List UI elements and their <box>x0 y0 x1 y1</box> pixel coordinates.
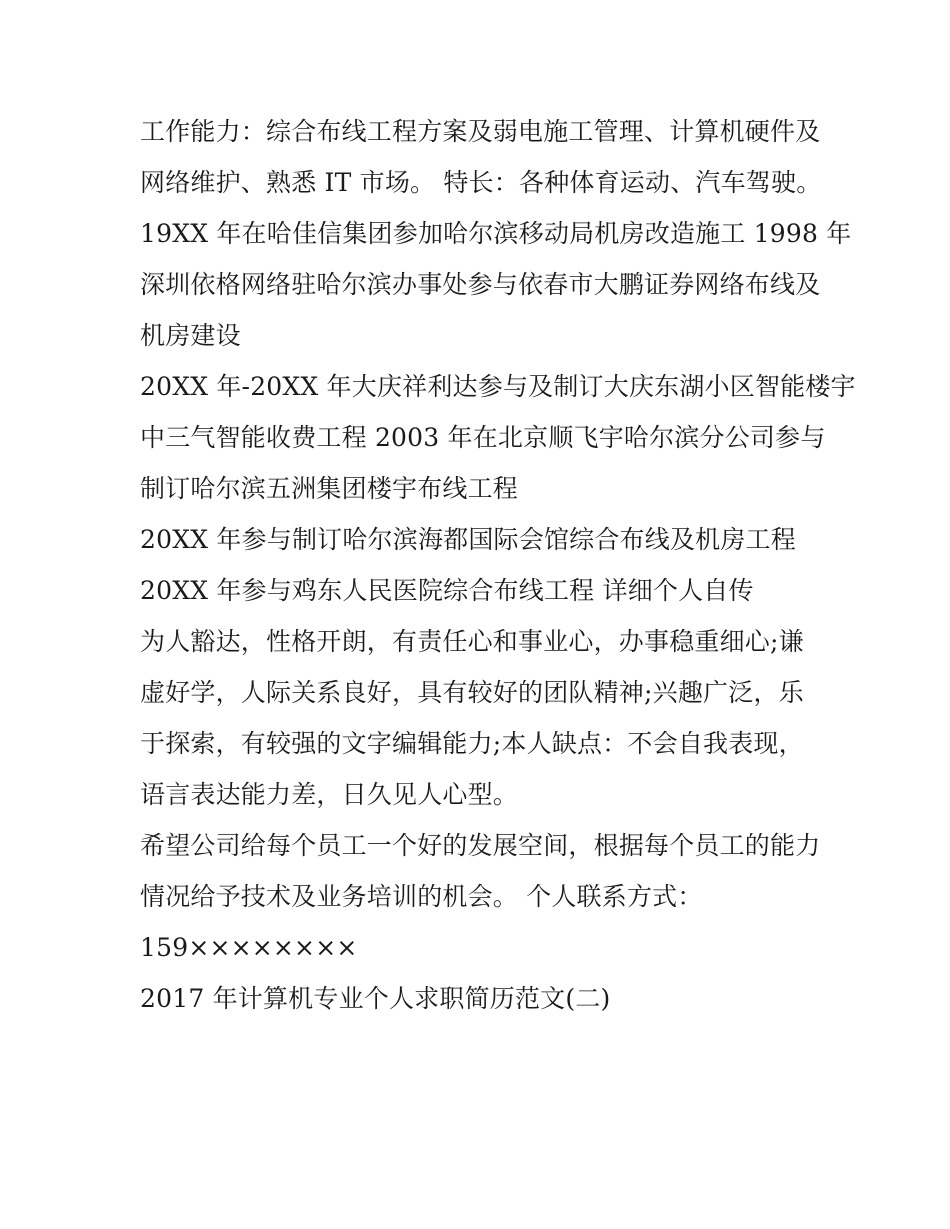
text-line-experience-7: 20XX 年参与制订哈尔滨海都国际会馆综合布线及机房工程 <box>140 525 796 554</box>
text-line-experience-1: 19XX 年在哈佳信集团参加哈尔滨移动局机房改造施工 1998 年 <box>140 219 852 248</box>
text-line-experience-6: 制订哈尔滨五洲集团楼宇布线工程 <box>140 474 519 503</box>
document-body <box>140 106 856 1024</box>
text-line-work-ability: 工作能力：综合布线工程方案及弱电施工管理、计算机硬件及 <box>140 117 821 146</box>
text-line-self-description-3: 于探索，有较强的文字编辑能力;本人缺点：不会自我表现， <box>140 729 804 758</box>
text-line-experience-3: 机房建设 <box>140 321 241 350</box>
text-line-experience-5: 中三气智能收费工程 2003 年在北京顺飞宇哈尔滨分公司参与 <box>140 423 826 452</box>
text-line-experience-8: 20XX 年参与鸡东人民医院综合布线工程 详细个人自传 <box>140 576 754 605</box>
text-line-specialty: 网络维护、熟悉 IT 市场。 特长：各种体育运动、汽车驾驶。 <box>140 168 822 197</box>
text-line-experience-4: 20XX 年-20XX 年大庆祥利达参与及制订大庆东湖小区智能楼宇 <box>140 372 856 401</box>
text-line-self-description-2: 虚好学，人际关系良好，具有较好的团队精神;兴趣广泛，乐 <box>140 678 804 707</box>
text-line-expectation-1: 希望公司给每个员工一个好的发展空间，根据每个员工的能力 <box>140 831 821 860</box>
text-line-self-description-4: 语言表达能力差，日久见人心型。 <box>140 780 519 809</box>
text-line-self-description-1: 为人豁达，性格开朗，有责任心和事业心，办事稳重细心;谦 <box>140 627 804 656</box>
text-line-experience-2: 深圳依格网络驻哈尔滨办事处参与依春市大鹏证券网络布线及 <box>140 270 821 299</box>
text-line-section-title: 2017 年计算机专业个人求职简历范文(二) <box>140 984 611 1013</box>
text-line-expectation-2: 情况给予技术及业务培训的机会。 个人联系方式： <box>140 882 703 911</box>
text-line-phone: 159×××××××× <box>140 933 358 962</box>
